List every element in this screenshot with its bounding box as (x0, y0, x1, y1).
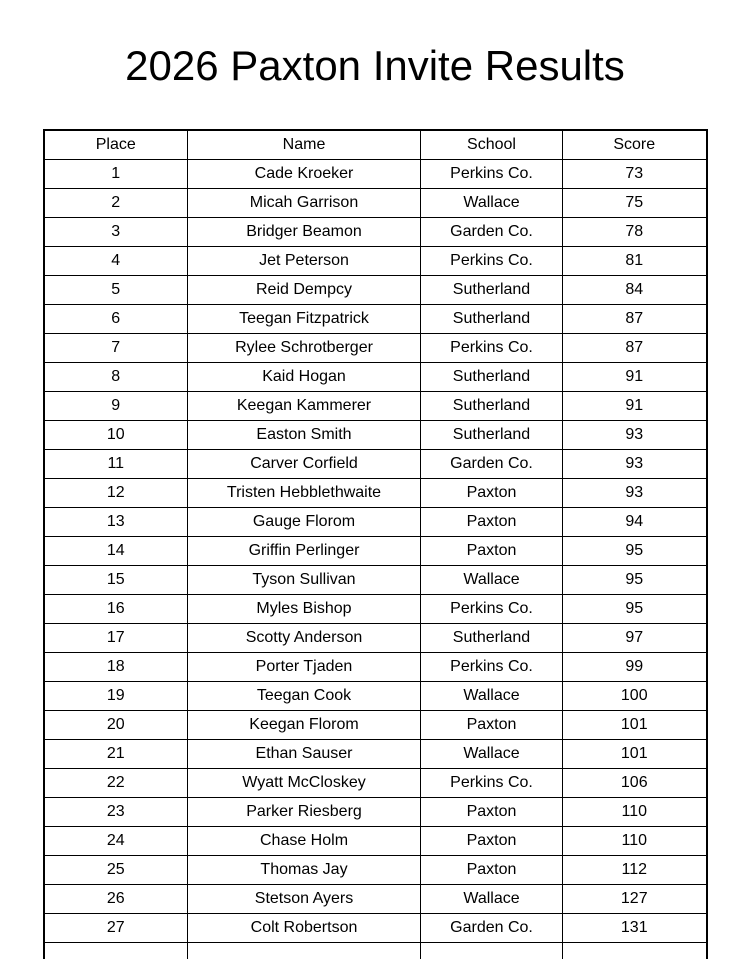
cell-school: Perkins Co. (421, 160, 563, 189)
cell-school: Wallace (421, 740, 563, 769)
cell-name: Griffin Perlinger (188, 537, 421, 566)
cell-name: Teegan Cook (188, 682, 421, 711)
cell-school: Sutherland (421, 305, 563, 334)
cell-name: Reid Dempcy (188, 276, 421, 305)
cell-school: Sutherland (421, 276, 563, 305)
table-body (44, 160, 707, 959)
column-header-place: Place (44, 130, 188, 160)
cell-place: 18 (44, 653, 188, 682)
cell-name: Stetson Ayers (188, 885, 421, 914)
header-row (44, 130, 707, 160)
results-table (43, 129, 708, 959)
cell-name: Parker Riesberg (188, 798, 421, 827)
table-row-partial (44, 943, 707, 959)
cell-name: Rylee Schrotberger (188, 334, 421, 363)
cell-score: 95 (563, 566, 707, 595)
cell-name: Ethan Sauser (188, 740, 421, 769)
cell-score: 81 (563, 247, 707, 276)
table-row (44, 885, 707, 914)
cell-school: Wallace (421, 566, 563, 595)
cell-empty (563, 943, 707, 959)
cell-empty (188, 943, 421, 959)
cell-place: 16 (44, 595, 188, 624)
cell-school: Wallace (421, 682, 563, 711)
column-header-name: Name (188, 130, 421, 160)
cell-score: 110 (563, 827, 707, 856)
table-row (44, 827, 707, 856)
cell-place: 13 (44, 508, 188, 537)
cell-school: Paxton (421, 856, 563, 885)
cell-school: Paxton (421, 711, 563, 740)
cell-score: 110 (563, 798, 707, 827)
cell-school: Perkins Co. (421, 334, 563, 363)
cell-score: 75 (563, 189, 707, 218)
cell-score: 84 (563, 276, 707, 305)
table-row (44, 566, 707, 595)
cell-name: Easton Smith (188, 421, 421, 450)
table-row (44, 740, 707, 769)
cell-place: 15 (44, 566, 188, 595)
cell-score: 127 (563, 885, 707, 914)
cell-place: 25 (44, 856, 188, 885)
cell-place: 27 (44, 914, 188, 943)
cell-school: Wallace (421, 885, 563, 914)
cell-name: Keegan Florom (188, 711, 421, 740)
cell-name: Colt Robertson (188, 914, 421, 943)
cell-score: 93 (563, 421, 707, 450)
cell-place: 20 (44, 711, 188, 740)
cell-school: Sutherland (421, 421, 563, 450)
cell-place: 10 (44, 421, 188, 450)
table-row (44, 276, 707, 305)
cell-place: 24 (44, 827, 188, 856)
cell-name: Wyatt McCloskey (188, 769, 421, 798)
table-row (44, 479, 707, 508)
table-row (44, 856, 707, 885)
table-row (44, 305, 707, 334)
table-row (44, 160, 707, 189)
column-header-school: School (421, 130, 563, 160)
cell-score: 91 (563, 392, 707, 421)
cell-place: 4 (44, 247, 188, 276)
cell-score: 131 (563, 914, 707, 943)
cell-empty (44, 943, 188, 959)
cell-name: Jet Peterson (188, 247, 421, 276)
cell-score: 99 (563, 653, 707, 682)
cell-name: Keegan Kammerer (188, 392, 421, 421)
table-row (44, 247, 707, 276)
cell-school: Perkins Co. (421, 247, 563, 276)
cell-place: 19 (44, 682, 188, 711)
cell-name: Cade Kroeker (188, 160, 421, 189)
cell-place: 12 (44, 479, 188, 508)
cell-score: 91 (563, 363, 707, 392)
cell-place: 23 (44, 798, 188, 827)
cell-score: 95 (563, 595, 707, 624)
cell-name: Kaid Hogan (188, 363, 421, 392)
column-header-score: Score (563, 130, 707, 160)
cell-school: Wallace (421, 189, 563, 218)
cell-score: 93 (563, 479, 707, 508)
cell-name: Teegan Fitzpatrick (188, 305, 421, 334)
cell-name: Tyson Sullivan (188, 566, 421, 595)
cell-school: Perkins Co. (421, 769, 563, 798)
cell-name: Porter Tjaden (188, 653, 421, 682)
cell-school: Garden Co. (421, 218, 563, 247)
cell-name: Gauge Florom (188, 508, 421, 537)
table-row (44, 624, 707, 653)
cell-score: 101 (563, 711, 707, 740)
cell-school: Sutherland (421, 363, 563, 392)
cell-place: 22 (44, 769, 188, 798)
cell-place: 14 (44, 537, 188, 566)
table-row (44, 537, 707, 566)
table-row (44, 711, 707, 740)
cell-name: Bridger Beamon (188, 218, 421, 247)
cell-name: Chase Holm (188, 827, 421, 856)
cell-school: Paxton (421, 537, 563, 566)
cell-place: 5 (44, 276, 188, 305)
table-row (44, 363, 707, 392)
cell-name: Myles Bishop (188, 595, 421, 624)
cell-score: 112 (563, 856, 707, 885)
cell-school: Paxton (421, 827, 563, 856)
cell-score: 95 (563, 537, 707, 566)
table-row (44, 334, 707, 363)
cell-school: Perkins Co. (421, 653, 563, 682)
table-row (44, 914, 707, 943)
cell-school: Paxton (421, 508, 563, 537)
table-row (44, 189, 707, 218)
cell-score: 73 (563, 160, 707, 189)
table-row (44, 421, 707, 450)
table-row (44, 392, 707, 421)
cell-place: 9 (44, 392, 188, 421)
cell-place: 21 (44, 740, 188, 769)
cell-score: 87 (563, 305, 707, 334)
cell-score: 97 (563, 624, 707, 653)
cell-school: Paxton (421, 798, 563, 827)
cell-score: 106 (563, 769, 707, 798)
cell-school: Sutherland (421, 624, 563, 653)
cell-school: Sutherland (421, 392, 563, 421)
cell-score: 93 (563, 450, 707, 479)
cell-place: 7 (44, 334, 188, 363)
cell-name: Tristen Hebblethwaite (188, 479, 421, 508)
table-row (44, 682, 707, 711)
cell-score: 101 (563, 740, 707, 769)
table-row (44, 508, 707, 537)
cell-place: 11 (44, 450, 188, 479)
table-row (44, 218, 707, 247)
page-title: 2026 Paxton Invite Results (125, 42, 625, 89)
cell-place: 2 (44, 189, 188, 218)
cell-place: 8 (44, 363, 188, 392)
table-row (44, 653, 707, 682)
table-row (44, 450, 707, 479)
cell-score: 87 (563, 334, 707, 363)
cell-place: 26 (44, 885, 188, 914)
table-row (44, 769, 707, 798)
cell-name: Micah Garrison (188, 189, 421, 218)
cell-school: Garden Co. (421, 914, 563, 943)
table-row (44, 595, 707, 624)
table-row (44, 798, 707, 827)
cell-school: Paxton (421, 479, 563, 508)
cell-place: 6 (44, 305, 188, 334)
cell-name: Carver Corfield (188, 450, 421, 479)
cell-score: 94 (563, 508, 707, 537)
cell-empty (421, 943, 563, 959)
cell-name: Thomas Jay (188, 856, 421, 885)
cell-score: 78 (563, 218, 707, 247)
cell-school: Perkins Co. (421, 595, 563, 624)
cell-place: 3 (44, 218, 188, 247)
cell-school: Garden Co. (421, 450, 563, 479)
cell-score: 100 (563, 682, 707, 711)
cell-name: Scotty Anderson (188, 624, 421, 653)
cell-place: 1 (44, 160, 188, 189)
cell-place: 17 (44, 624, 188, 653)
